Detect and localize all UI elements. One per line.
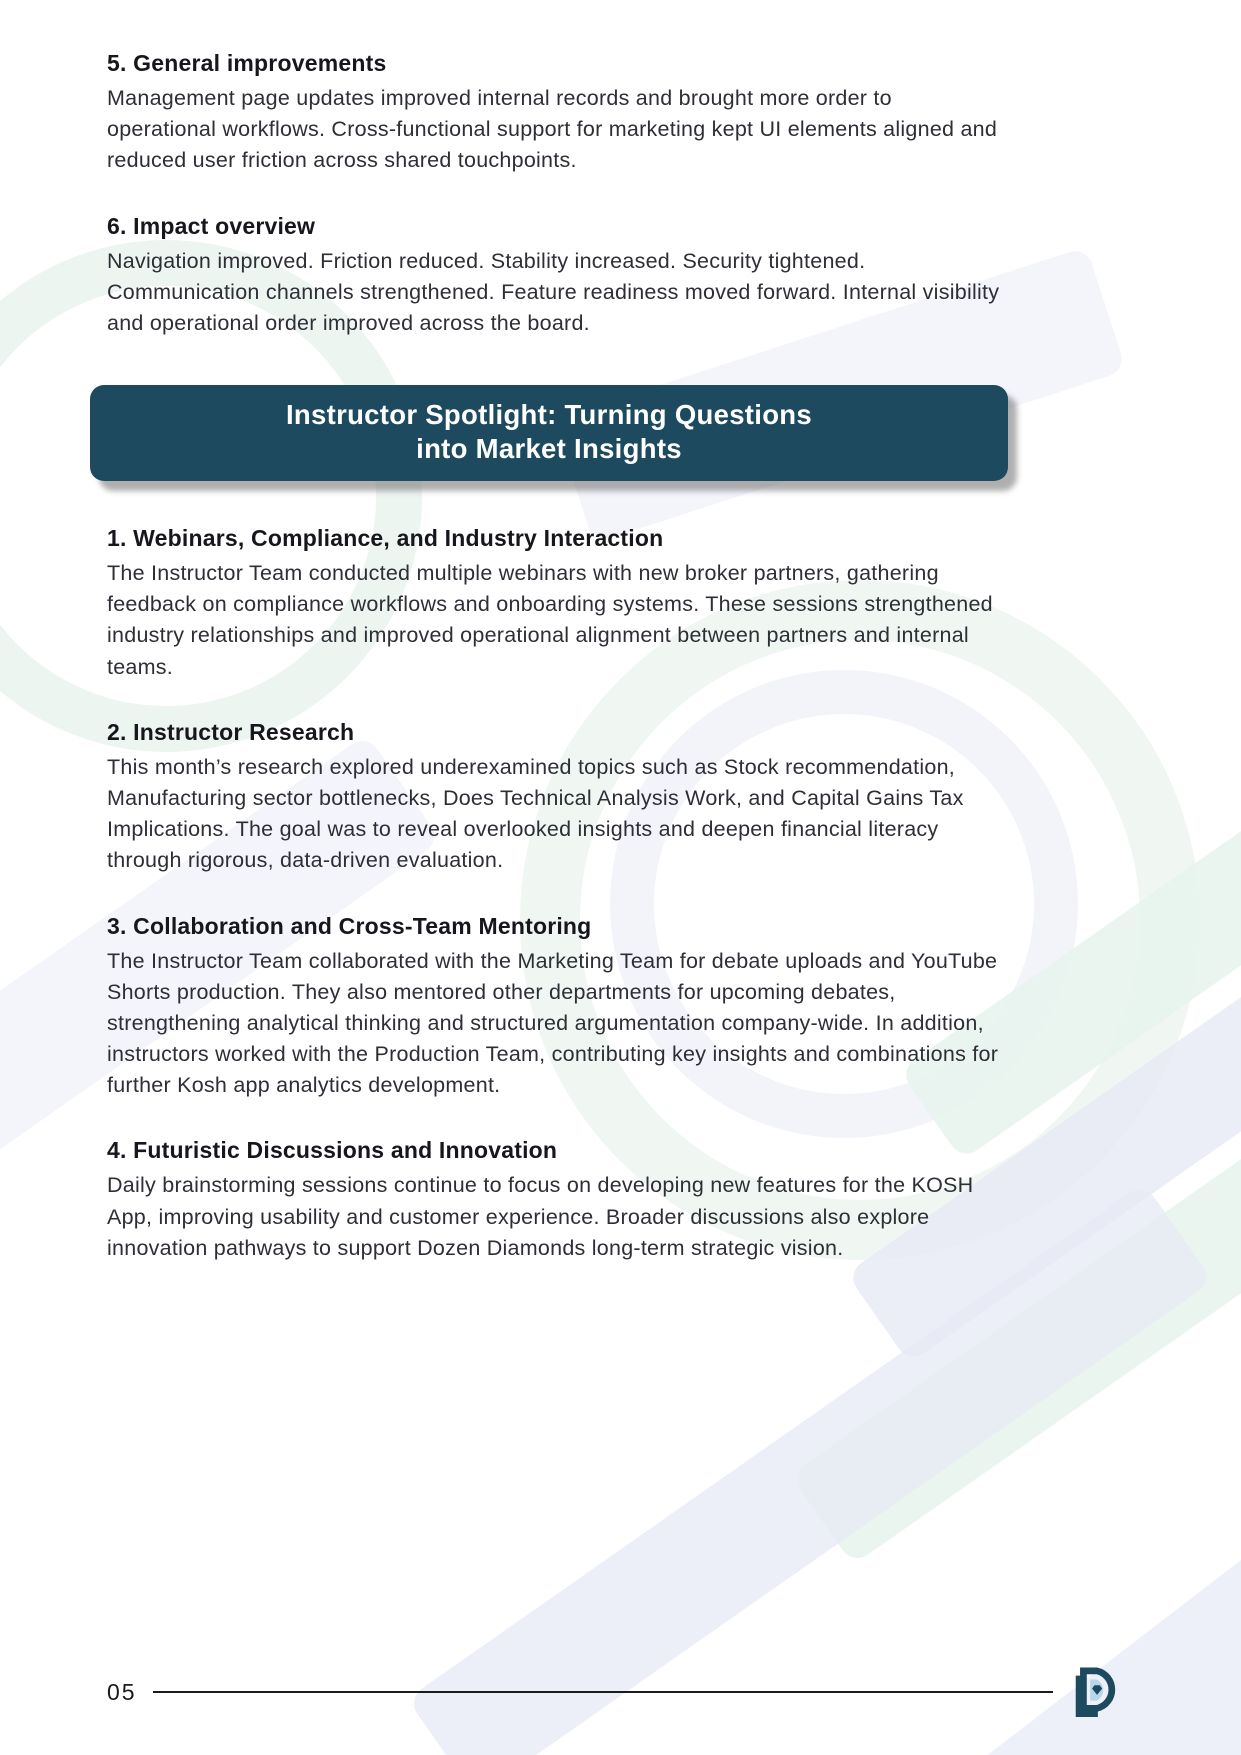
spotlight-banner	[90, 385, 1008, 481]
page-footer	[107, 1667, 1119, 1717]
footer-rule	[153, 1691, 1053, 1693]
section-body: The Instructor Team conducted multiple webinars with new broker partners, gathering feedback on compliance workflows and onboarding systems. These sessions strengthened industry relationships and improved operational alignment between partners and internal teams.	[107, 561, 993, 679]
section-heading: 1. Webinars, Compliance, and Industry Interaction	[107, 525, 664, 552]
section-futuristic-discussions	[107, 1137, 1007, 1264]
page-number: 05	[107, 1678, 137, 1705]
banner-title-line2: into Market Insights	[416, 432, 682, 464]
section-webinars-compliance	[107, 525, 1007, 683]
banner-title-line1: Instructor Spotlight: Turning Questions	[285, 399, 812, 431]
section-body: Navigation improved. Friction reduced. Stability increased. Security tightened. Communication channels strengthened. Feature readiness moved forward. Internal visibility and operational order improved across the board.	[107, 248, 1000, 335]
section-heading: 5. General improvements	[107, 50, 387, 76]
section-impact-overview	[107, 213, 1007, 340]
section-body: Management page updates improved internal records and brought more order to operational workflows. Cross-functional support for marketing kept UI elements aligned and reduced user friction across shared touchpoints.	[107, 86, 998, 173]
watermark-shape	[981, 1560, 1241, 1755]
section-heading: 3. Collaboration and Cross-Team Mentoring	[107, 912, 592, 939]
section-body: The Instructor Team collaborated with the Marketing Team for debate uploads and YouTube Shorts production. They also mentored other departments for upcoming debates, strengthening analytical thinking and structured argumentation company-wide. In addition, instructors worked with the Production Team, contributing key insights and combinations for further Kosh app analytics development.	[107, 948, 999, 1098]
section-heading: 2. Instructor Research	[107, 718, 355, 745]
section-heading: 6. Impact overview	[107, 212, 316, 239]
section-collaboration-mentoring	[107, 913, 1007, 1102]
section-heading: 4. Futuristic Discussions and Innovation	[107, 1137, 558, 1164]
dozen-diamonds-logo	[1069, 1667, 1119, 1717]
section-body: This month’s research explored underexamined topics such as Stock recommendation, Manufacturing sector bottlenecks, Does Technical Analysis Work, and Capital Gains Tax Implications. The goal was to reveal overlooked insights and deepen financial literacy through rigorous, data-driven evaluation.	[107, 754, 964, 873]
section-instructor-research	[107, 719, 1007, 877]
section-general-improvements	[107, 50, 1007, 177]
section-body: Daily brainstorming sessions continue to focus on developing new features for the KOSH App, improving usability and customer experience. Broader discussions also explore innovation pathways to support Dozen Diamonds long-term strategic vision.	[107, 1173, 974, 1260]
